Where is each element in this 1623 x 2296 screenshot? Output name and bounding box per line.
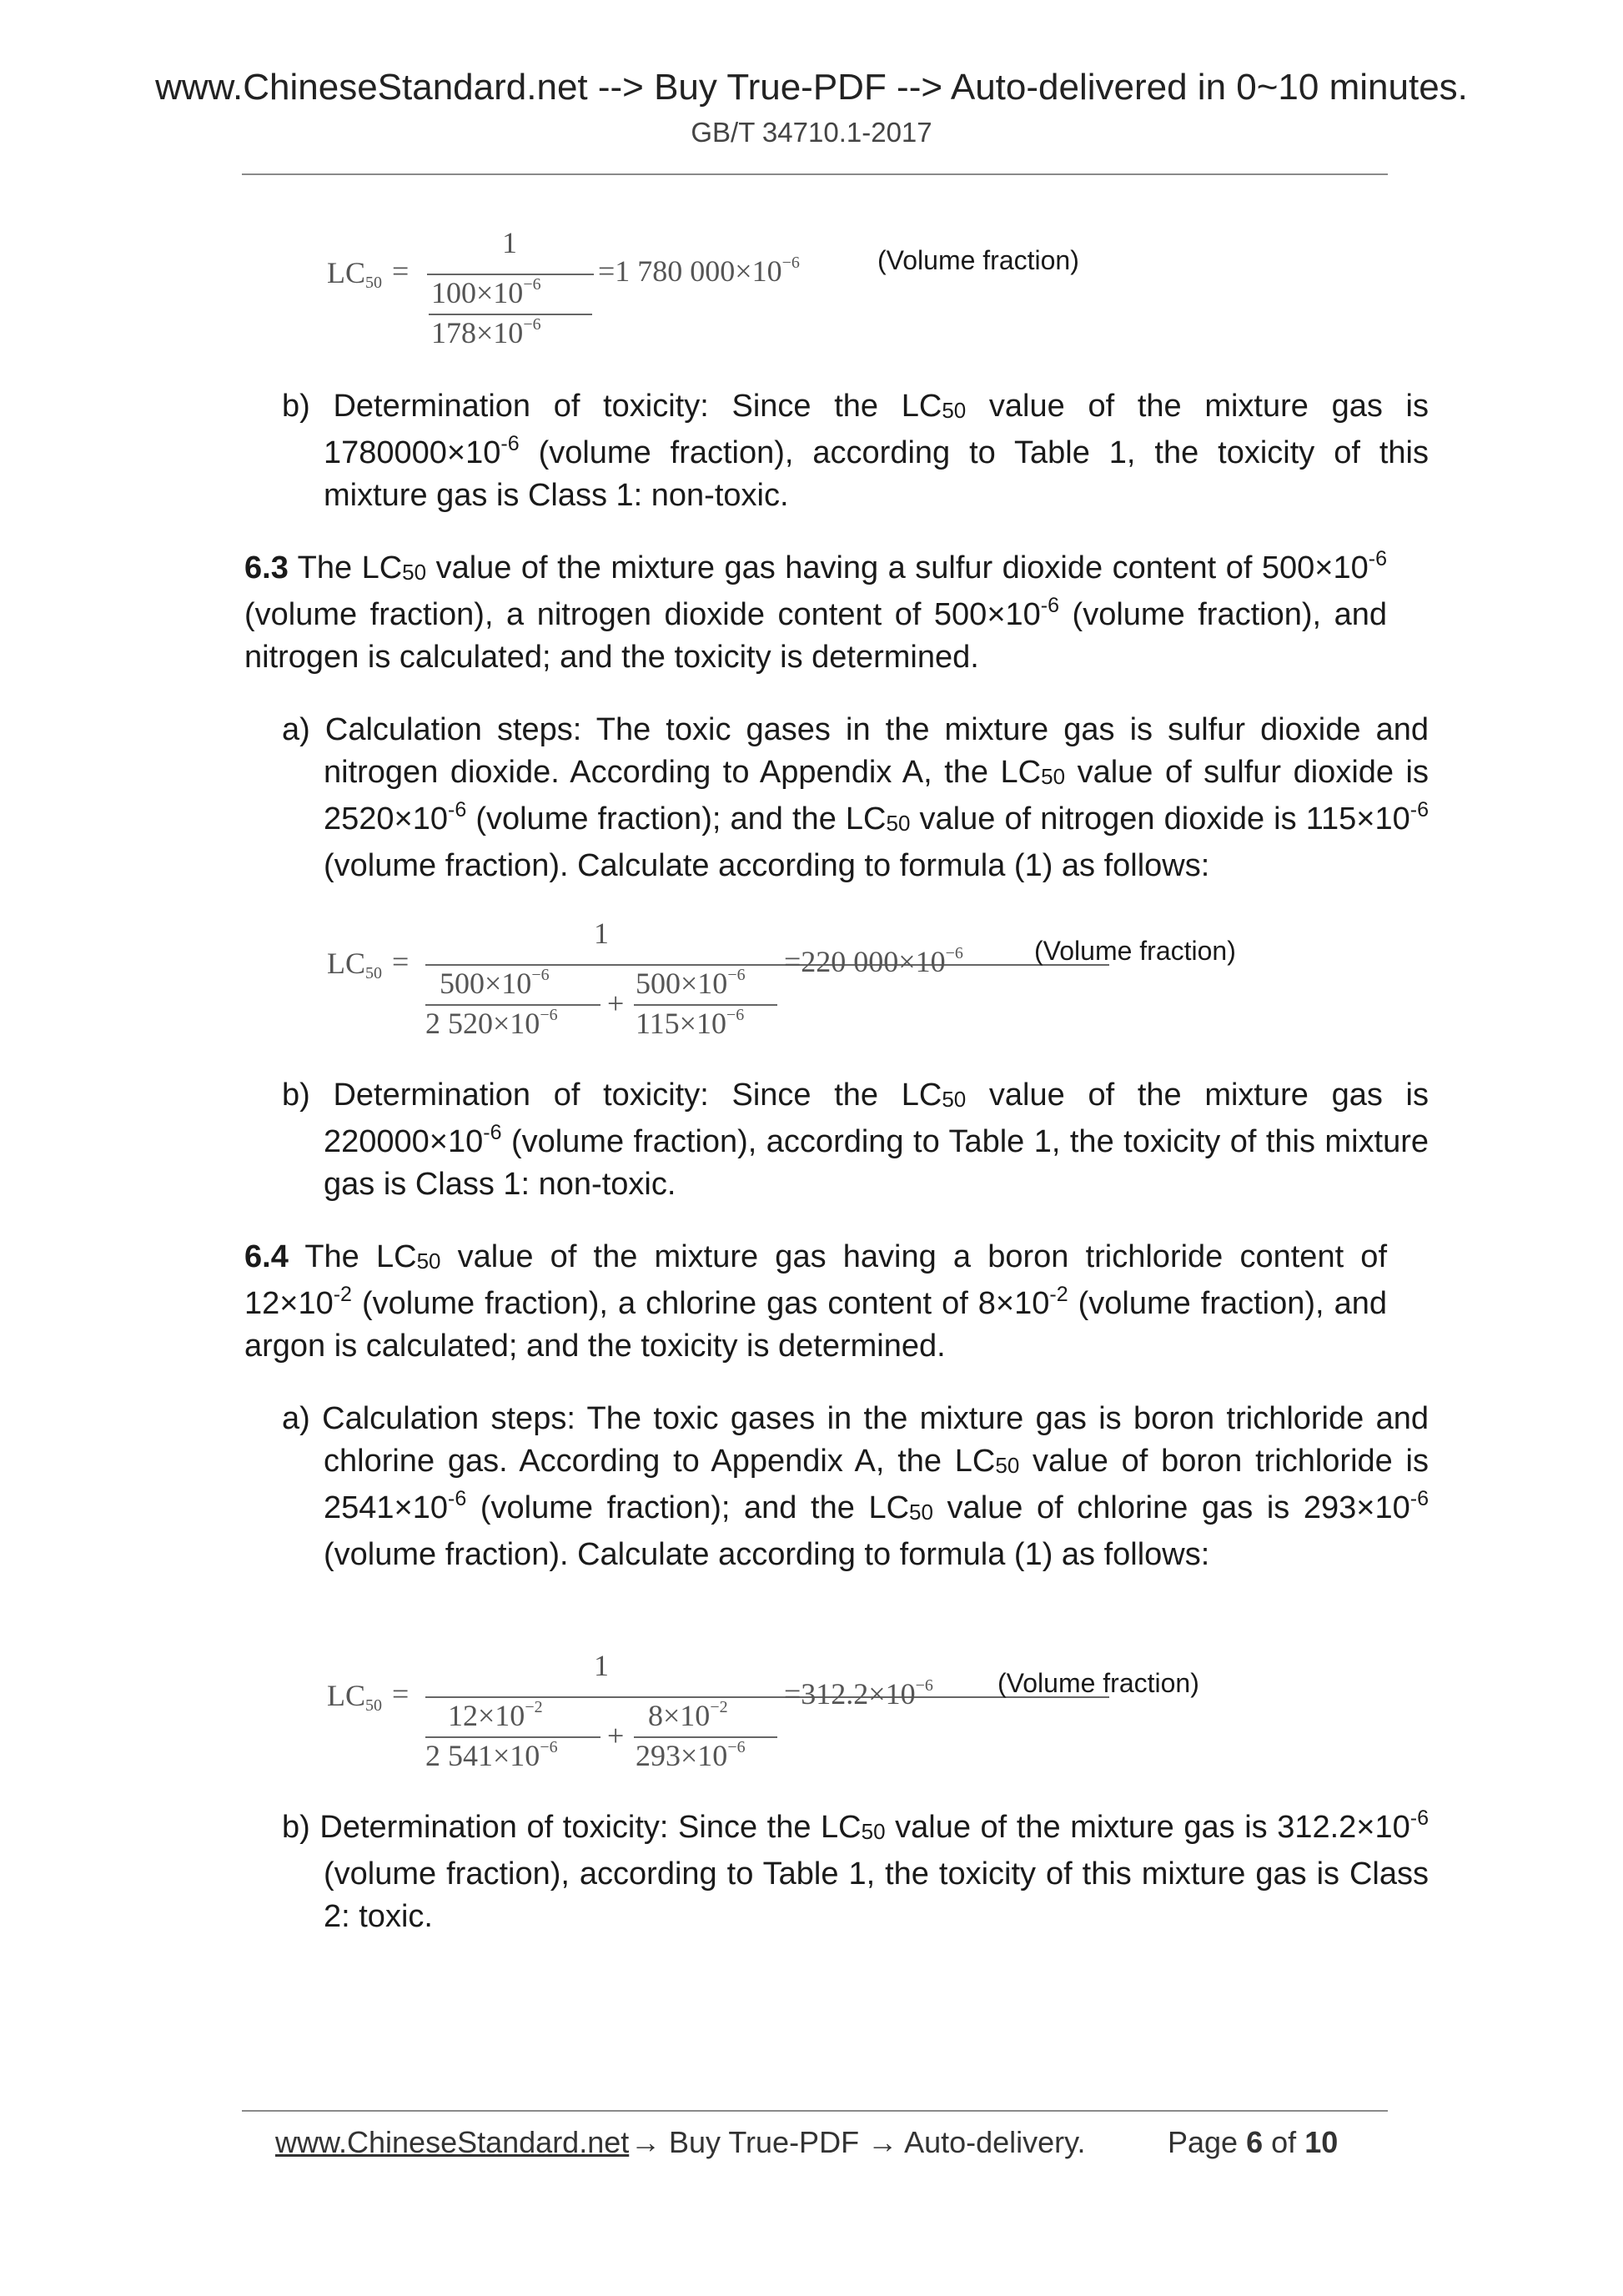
formula-numerator: 1 (594, 917, 609, 950)
formula-unit: (Volume fraction) (1034, 936, 1236, 966)
formula-lhs: LC50 (327, 1679, 383, 1715)
formula-inner-numerator: $100\times 10^{-6}$ (431, 275, 541, 309)
paragraph-6-3-a: a) Calculation steps: The toxic gases in the mixture gas is sulfur dioxide and nitrogen dioxide. According to Appendix A, the $LC_{50}$ value of sulfur dioxide is $2520\times 10^{-6}$ (volume fraction); and the $LC_{50}$ value of nitrogen dioxide is $115\times 10^{-6}$ (volume fraction). Calculate according to formula (1) as follows: (282, 712, 1429, 883)
paragraph-6-3: 6.3 The $LC_{50}$ value of the mixture gas having a sulfur dioxide content of $500\times 10^{-6}$ (volume fraction), a nitrogen dioxide content of $500\times 10^{-6}$ (volume fraction), and nitrogen is calculated; and the toxicity is determined. (244, 547, 1387, 675)
formula-2: LC50 = 1 $500\times 10^{-6}$ 2 $520\times 10^{-6}$ + $500\times 10^{-6}$ $115\times 10^{-6}$ =220 $000\times 10^{-6}$ (Volume fraction) (327, 917, 1236, 1040)
header-banner: www.ChineseStandard.net --> Buy True-PDF --> Auto-delivered in 0~10 minutes. (155, 67, 1468, 108)
formula-1: LC50 = 1 $100\times 10^{-6}$ $178\times 10^{-6}$ =1 780 $000\times 10^{-6}$ (Volume fraction) (327, 226, 1079, 349)
formula-unit: (Volume fraction) (997, 1668, 1199, 1698)
paragraph-6-3-b: b) Determination of toxicity: Since the $LC_{50}$ value of the mixture gas is $220000\times 10^{-6}$ (volume fraction), according to Table 1, the toxicity of this mixture gas is Class 1: non-toxic. (282, 1078, 1429, 1202)
formula-numerator: 1 (594, 1649, 609, 1682)
paragraph-6-2-b: b) Determination of toxicity: Since the $LC_{50}$ value of the mixture gas is $1780000\times 10^{-6}$ (volume fraction), according to Table 1, the toxicity of this mixture gas is Class 1: non-toxic. (282, 389, 1429, 513)
formula-term2-numerator: $8\times 10^{-2}$ (648, 1698, 728, 1732)
paragraph-6-4: 6.4 The $LC_{50}$ value of the mixture gas having a boron trichloride content of $12\times 10^{-2}$ (volume fraction), a chlorine gas content of $8\times 10^{-2}$ (volume fraction), and argon is calculated; and the toxicity is determined. (244, 1239, 1388, 1364)
formula-term2-denominator: $293\times 10^{-6}$ (636, 1738, 746, 1772)
footer-tagline: → Buy True-PDF → Auto-delivery. (631, 2125, 1086, 2159)
plus-sign: + (607, 1719, 625, 1752)
formula-term1-numerator: $12\times 10^{-2}$ (448, 1698, 543, 1732)
paragraph-6-4-b: b) Determination of toxicity: Since the $LC_{50}$ value of the mixture gas is $312.2\times 10^{-6}$ (volume fraction), according to Table 1, the toxicity of this mixture gas is Class 2: toxic. (282, 1806, 1429, 1934)
formula-term2-denominator: $115\times 10^{-6}$ (636, 1006, 745, 1040)
page-indicator: Page 6 of 10 (1168, 2125, 1339, 2159)
formula-term1-denominator: 2 $541\times 10^{-6}$ (425, 1738, 558, 1772)
section-number: 6.3 (244, 550, 289, 585)
formula-result: =220 $000\times 10^{-6}$ (784, 944, 963, 978)
formula-lhs: LC50 (327, 256, 383, 292)
formula-result: =1 780 $000\times 10^{-6}$ (598, 254, 800, 288)
formula-result: $=312.2\times 10^{-6}$ (784, 1676, 933, 1711)
section-number: 6.4 (244, 1239, 289, 1274)
formula-3: LC50 = 1 $12\times 10^{-2}$ 2 $541\times 10^{-6}$ + $8\times 10^{-2}$ $293\times 10^{-6}$ $=312.2\times 10^{-6}$ (Volume fraction) (327, 1649, 1199, 1772)
formula-term1-numerator: $500\times 10^{-6}$ (440, 966, 550, 1000)
formula-inner-denominator: $178\times 10^{-6}$ (431, 315, 541, 349)
footer-rule (242, 2110, 1388, 2112)
paragraph-6-4-a: a) Calculation steps: The toxic gases in the mixture gas is boron trichloride and chlorine gas. According to Appendix A, the $LC_{50}$ value of boron trichloride is $2541\times 10^{-6}$ (volume fraction); and the $LC_{50}$ value of chlorine gas is $293\times 10^{-6}$ (volume fraction). Calculate according to formula (1) as follows: (282, 1401, 1430, 1572)
formula-lhs: LC50 (327, 947, 383, 982)
formula-term1-denominator: 2 $520\times 10^{-6}$ (425, 1006, 558, 1040)
formula-term2-numerator: $500\times 10^{-6}$ (636, 966, 746, 1000)
footer-site-link[interactable]: www.ChineseStandard.net (275, 2125, 630, 2159)
plus-sign: + (607, 987, 625, 1020)
standard-number: GB/T 34710.1-2017 (691, 117, 932, 148)
formula-unit: (Volume fraction) (877, 245, 1079, 275)
formula-numerator: 1 (502, 226, 517, 259)
header-rule (242, 173, 1388, 175)
